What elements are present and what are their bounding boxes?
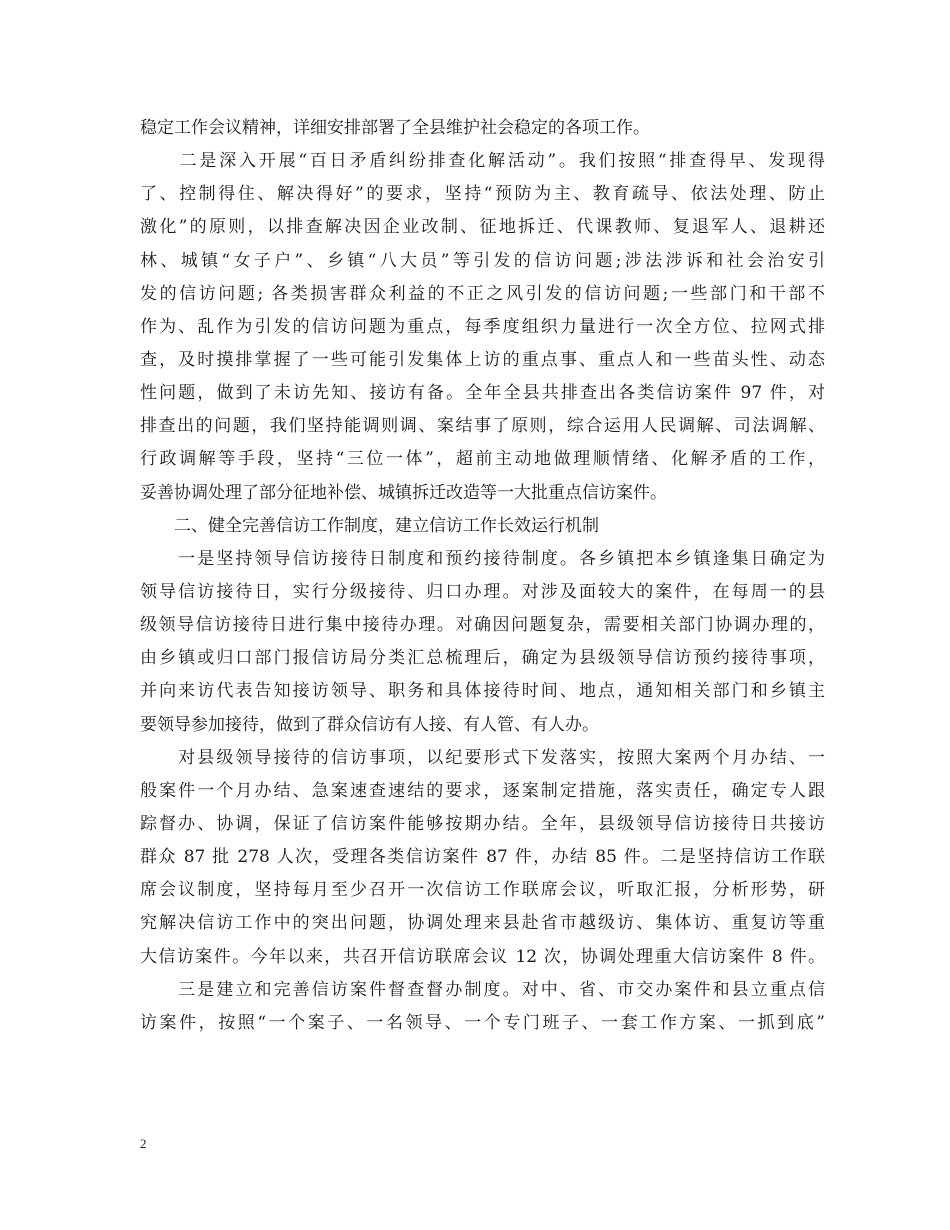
text-line: 访案件，按照“一个案子、一名领导、一个专门班子、一套工作方案、一抓到底” [140,1012,825,1033]
text-line: 踪督办、协调，保证了信访案件能够按期办结。全年，县级领导信访接待日共接访 [140,813,825,834]
text-line: 二是深入开展“百日矛盾纠纷排查化解活动”。我们按照“排查得早、发现得 [140,151,825,172]
text-line: 二、健全完善信访工作制度，建立信访工作长效运行机制 [140,515,599,536]
text-line: 大信访案件。今年以来，共召开信访联席会议 12 次，协调处理重大信访案件 8 件。 [140,946,825,967]
text-line: 性问题，做到了未访先知、接访有备。全年全县共排查出各类信访案件 97 件，对 [140,383,825,404]
text-line: 作为、乱作为引发的信访问题为重点，每季度组织力量进行一次全方位、拉网式排 [140,316,825,337]
text-line: 领导信访接待日，实行分级接待、归口办理。对涉及面较大的案件，在每周一的县 [140,581,825,602]
text-line: 妥善协调处理了部分征地补偿、城镇拆迁改造等一大批重点信访案件。 [140,482,667,503]
text-line: 激化”的原则，以排查解决因企业改制、征地拆迁、代课教师、复退军人、退耕还 [140,217,825,238]
text-line: 般案件一个月办结、急案速查速结的要求，逐案制定措施，落实责任，确定专人跟 [140,780,825,801]
text-line: 一是坚持领导信访接待日制度和预约接待制度。各乡镇把本乡镇逢集日确定为 [140,548,825,569]
text-line: 稳定工作会议精神，详细安排部署了全县维护社会稳定的各项工作。 [140,118,650,138]
text-line: 三是建立和完善信访案件督查督办制度。对中、省、市交办案件和县立重点信 [140,979,825,1000]
text-line: 查，及时摸排掌握了一些可能引发集体上访的重点事、重点人和一些苗头性、动态 [140,349,825,370]
text-line: 对县级领导接待的信访事项，以纪要形式下发落实，按照大案两个月办结、一 [140,747,825,768]
document-body [140,112,825,1040]
text-line: 席会议制度，坚持每月至少召开一次信访工作联席会议，听取汇报，分析形势，研 [140,880,825,901]
text-line: 由乡镇或归口部门报信访局分类汇总梳理后，确定为县级领导信访预约接待事项， [140,648,825,669]
text-line: 发的信访问题; 各类损害群众利益的不正之风引发的信访问题;一些部门和干部不 [140,283,825,304]
text-line: 并向来访代表告知接访领导、职务和具体接待时间、地点，通知相关部门和乡镇主 [140,681,825,702]
text-line: 要领导参加接待，做到了群众信访有人接、有人管、有人办。 [140,714,599,735]
text-line: 行政调解等手段，坚持“三位一体”，超前主动地做理顺情绪、化解矛盾的工作， [140,449,825,470]
text-line: 林、城镇“女子户”、乡镇“八大员”等引发的信访问题;涉法涉诉和社会治安引 [140,250,825,271]
page-number: 2 [140,1136,147,1151]
text-line: 究解决信访工作中的突出问题，协调处理来县赴省市越级访、集体访、重复访等重 [140,913,825,934]
text-line: 级领导信访接待日进行集中接待办理。对确因问题复杂，需要相关部门协调办理的， [140,615,825,636]
text-line: 群众 87 批 278 人次，受理各类信访案件 87 件，办结 85 件。二是坚持信访工作联 [140,847,825,868]
text-line: 排查出的问题，我们坚持能调则调、案结事了原则，综合运用人民调解、司法调解、 [140,416,825,437]
text-line: 了、控制得住、解决得好”的要求，坚持“预防为主、教育疏导、依法处理、防止 [140,184,825,205]
